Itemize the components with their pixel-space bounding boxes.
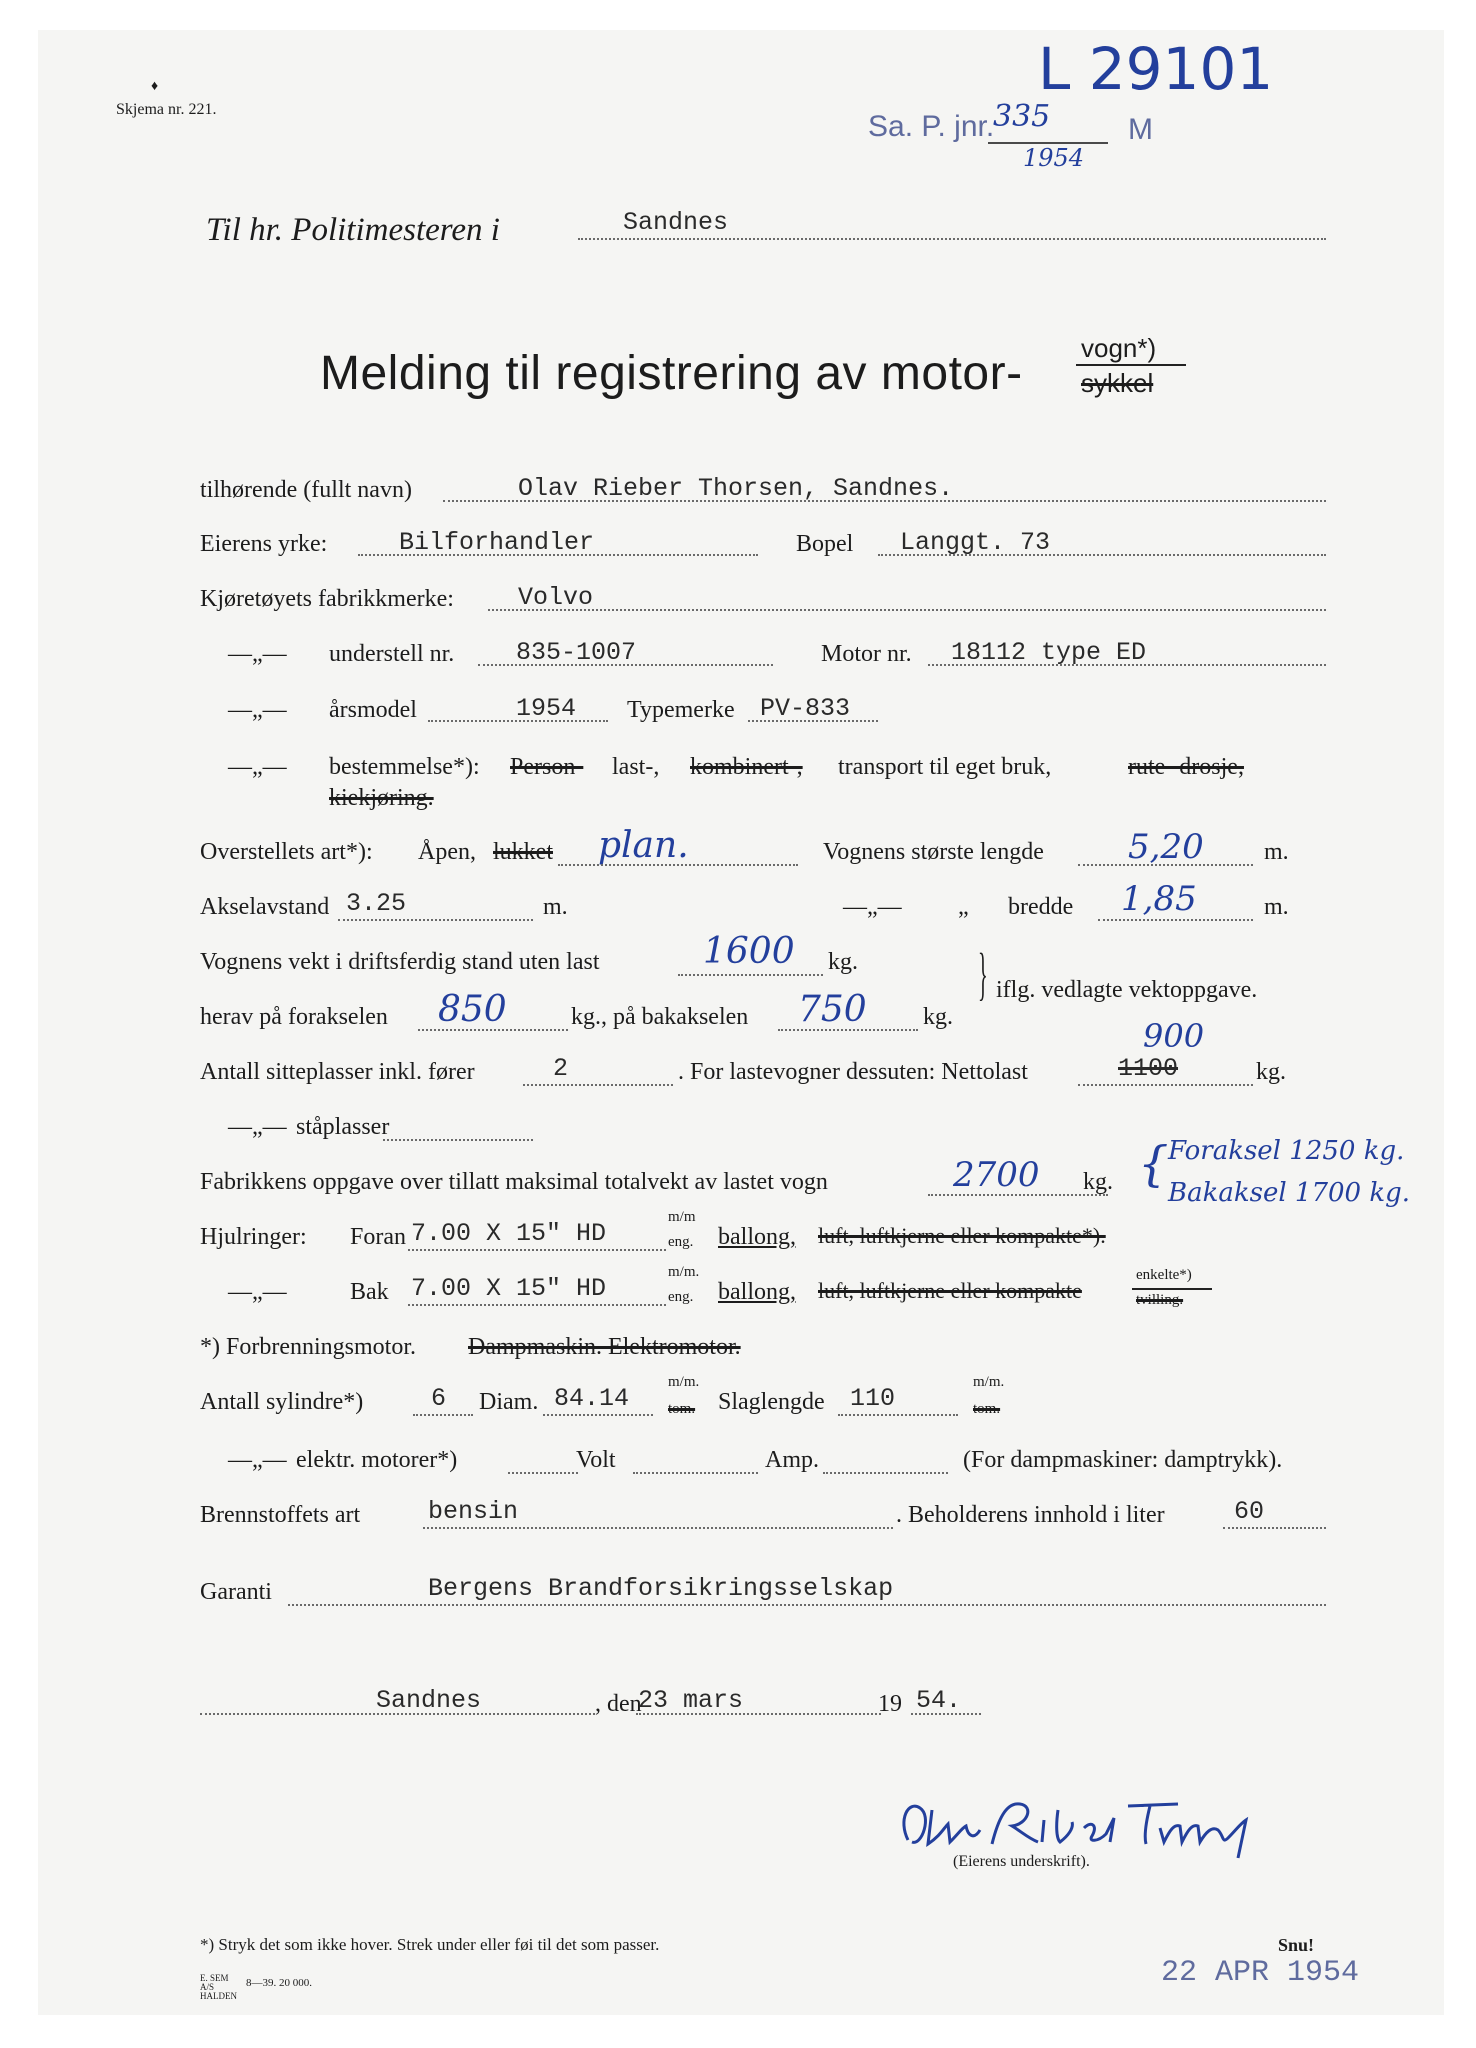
type-value: PV-833 <box>760 694 851 723</box>
occupation-line <box>358 554 758 556</box>
insurance-line <box>288 1604 1326 1606</box>
printer-mark-icon: ♦ <box>151 79 159 94</box>
owner-label: tilhørende (fullt navn) <box>200 477 412 503</box>
tires-fraction-bar <box>1132 1288 1212 1290</box>
archive-reference: L 29101 <box>1038 35 1274 103</box>
front-axle-label: herav på forakselen <box>200 1004 388 1030</box>
tires-rear-value: 7.00 X 15" HD <box>411 1274 607 1303</box>
electric-ditto: —„— <box>228 1447 287 1473</box>
purpose-transport: transport til eget bruk, <box>838 754 1052 780</box>
wheelbase-label: Akselavstand <box>200 894 330 920</box>
journal-suffix: M <box>1128 113 1153 146</box>
diam-value: 84.14 <box>554 1384 630 1413</box>
signature-caption: (Eierens underskrift). <box>953 1853 1090 1870</box>
body-hand-value: plan. <box>598 825 689 866</box>
model-year-line <box>428 720 608 722</box>
net-load-unit: kg. <box>1256 1059 1286 1085</box>
tires-front-balloon: ballong, <box>718 1224 796 1250</box>
addressee-line <box>578 238 1326 240</box>
net-load-line <box>1078 1084 1253 1086</box>
tires-front-value: 7.00 X 15" HD <box>411 1219 607 1248</box>
standing-ditto: —„— <box>228 1114 287 1140</box>
stroke-inch: tom. <box>973 1401 1001 1417</box>
rear-axle-value: 750 <box>798 989 867 1030</box>
tires-front-label: Foran <box>350 1224 406 1250</box>
axle-note-front: Foraksel 1250 kg. <box>1168 1136 1405 1166</box>
purpose-kjoring: kiekjøring. <box>329 785 434 811</box>
make-line <box>488 609 1326 611</box>
volt-label: Volt <box>576 1447 616 1473</box>
occupation-label: Eierens yrke: <box>200 531 328 557</box>
year-suffix: 54. <box>916 1686 962 1715</box>
tires-rear-unit-bot: eng. <box>668 1289 694 1305</box>
purpose-kombinert: kombinert-, <box>690 754 803 780</box>
width-ditto: —„— <box>843 894 902 920</box>
max-weight-label: Fabrikkens oppgave over tillatt maksimal totalvekt av lastet vogn <box>200 1169 828 1195</box>
model-year-value: 1954 <box>516 694 577 723</box>
model-year-label: årsmodel <box>329 697 417 723</box>
width-value: 1,85 <box>1121 879 1197 919</box>
seats-line <box>523 1084 673 1086</box>
tires-single: enkelte*) <box>1136 1267 1192 1283</box>
make-value: Volvo <box>518 583 594 612</box>
max-weight-line <box>928 1194 1108 1196</box>
axle-note-brace: { <box>1138 1136 1169 1192</box>
motor-line <box>928 664 1326 666</box>
address-line <box>878 554 1326 556</box>
body-label: Overstellets art*): <box>200 839 373 865</box>
tank-line <box>1223 1527 1326 1529</box>
tires-front-line <box>408 1249 666 1251</box>
tires-rear-label: Bak <box>350 1279 389 1305</box>
width-unit: m. <box>1264 894 1289 920</box>
cylinders-label: Antall sylindre*) <box>200 1389 364 1415</box>
chassis-label: understell nr. <box>329 641 455 667</box>
wheelbase-unit: m. <box>543 894 568 920</box>
front-axle-line <box>418 1029 568 1031</box>
tires-rear-rest: luft, luftkjerne eller kompakte <box>818 1278 1082 1303</box>
stroke-mm: m/m. <box>973 1374 1005 1390</box>
steam-label: (For dampmaskiner: damptrykk). <box>963 1447 1283 1473</box>
purpose-label: bestemmelse*): <box>329 754 480 780</box>
length-label: Vognens største lengde <box>823 839 1044 865</box>
engine-type-label: *) Forbrenningsmotor. <box>200 1334 416 1360</box>
place-line <box>200 1713 595 1715</box>
net-load-value: 900 <box>1143 1017 1205 1055</box>
tires-front-unit-bot: eng. <box>668 1234 694 1250</box>
fuel-line <box>423 1527 893 1529</box>
electric-label: elektr. motorer*) <box>296 1447 458 1473</box>
received-date-stamp: 22 APR 1954 <box>1161 1956 1360 1990</box>
front-axle-value: 850 <box>438 989 507 1030</box>
width-ditto-mark: „ <box>958 894 969 920</box>
diam-mm: m/m. <box>668 1374 700 1390</box>
journal-number: 335 <box>993 99 1051 134</box>
address-label: Bopel <box>796 531 854 557</box>
electric-line <box>508 1472 578 1474</box>
diam-inch: tom. <box>668 1401 696 1417</box>
purpose-last: last-, <box>612 754 660 780</box>
chassis-line <box>478 664 773 666</box>
engine-type-struck: Dampmaskin. Elektromotor. <box>468 1334 741 1360</box>
standing-label: ståplasser <box>296 1114 390 1140</box>
length-value: 5,20 <box>1128 827 1204 867</box>
tires-rear-unit-top: m/m. <box>668 1264 700 1280</box>
wheelbase-line <box>338 919 533 921</box>
insurance-value: Bergens Brandforsikringsselskap <box>428 1574 894 1603</box>
fuel-value: bensin <box>428 1497 519 1526</box>
footnote: *) Stryk det som ikke hover. Strek under eller føi til det som passer. <box>200 1935 660 1954</box>
width-line <box>1098 919 1253 921</box>
max-weight-value: 2700 <box>953 1155 1040 1195</box>
body-line <box>558 864 798 866</box>
year-prefix: 19 <box>878 1691 902 1717</box>
journal-stamp-label: Sa. P. jnr. <box>868 110 995 143</box>
weight-label: Vognens vekt i driftsferdig stand uten last <box>200 949 600 975</box>
type-label: Typemerke <box>627 697 735 723</box>
model-ditto: —„— <box>228 697 287 723</box>
chassis-value: 835-1007 <box>516 638 637 667</box>
year-line <box>911 1713 981 1715</box>
addressee-label: Til hr. Politimesteren i <box>206 212 500 248</box>
body-closed: lukket <box>493 839 553 865</box>
purpose-person: Person- <box>510 754 584 780</box>
insurance-label: Garanti <box>200 1579 272 1605</box>
place-value: Sandnes <box>376 1686 482 1715</box>
diam-line <box>543 1414 653 1416</box>
address-value: Langgt. 73 <box>900 528 1051 557</box>
make-label: Kjøretøyets fabrikkmerke: <box>200 586 454 612</box>
form-title: Melding til registrering av motor- <box>320 347 1023 400</box>
volt-line <box>633 1472 758 1474</box>
purpose-rute: rute- drosje, <box>1128 754 1244 780</box>
weight-brace: } <box>978 941 988 1006</box>
diam-label: Diam. <box>479 1389 539 1415</box>
title-fraction-bar <box>1076 364 1186 366</box>
length-unit: m. <box>1264 839 1289 865</box>
form-page <box>38 30 1444 2015</box>
tires-rear-line <box>408 1304 666 1306</box>
net-load-label: . For lastevogner dessuten: Nettolast <box>678 1059 1028 1085</box>
owner-value: Olav Rieber Thorsen, Sandnes. <box>518 474 954 503</box>
date-value: 23 mars <box>638 1686 744 1715</box>
date-den: , den <box>595 1691 642 1717</box>
body-open: Åpen, <box>418 839 476 865</box>
stroke-line <box>838 1414 958 1416</box>
axle-note-rear: Bakaksel 1700 kg. <box>1168 1178 1411 1208</box>
tires-front-unit-top: m/m <box>668 1209 696 1225</box>
date-line <box>636 1713 881 1715</box>
cylinders-line <box>413 1414 473 1416</box>
net-load-struck: 1100 <box>1118 1054 1179 1083</box>
width-label: bredde <box>1008 894 1074 920</box>
seats-label: Antall sitteplasser inkl. fører <box>200 1059 475 1085</box>
purpose-ditto: —„— <box>228 754 287 780</box>
addressee-value: Sandnes <box>623 208 729 237</box>
form-number: Skjema nr. 221. <box>116 101 217 118</box>
rear-axle-line <box>778 1029 918 1031</box>
stroke-label: Slaglengde <box>718 1389 825 1415</box>
printer-ref: 8—39. 20 000. <box>246 1977 312 1989</box>
type-line <box>748 720 878 722</box>
weight-note: iflg. vedlagte vektoppgave. <box>996 977 1258 1003</box>
rear-axle-label: kg., på bakakselen <box>571 1004 749 1030</box>
standing-line <box>383 1139 533 1141</box>
tires-front-rest: luft, luftkjerne eller kompakte*). <box>818 1223 1106 1248</box>
rear-axle-unit: kg. <box>923 1004 953 1030</box>
turn-over: Snu! <box>1278 1935 1315 1955</box>
seats-value: 2 <box>553 1054 569 1083</box>
tires-rear-balloon: ballong, <box>718 1279 796 1305</box>
tank-value: 60 <box>1234 1497 1265 1526</box>
motor-label: Motor nr. <box>821 641 912 667</box>
weight-line <box>678 974 823 976</box>
max-weight-unit: kg. <box>1083 1169 1113 1195</box>
chassis-ditto: —„— <box>228 641 287 667</box>
wheelbase-value: 3.25 <box>346 889 407 918</box>
tires-twin: tvilling. <box>1136 1292 1184 1308</box>
amp-label: Amp. <box>765 1447 819 1473</box>
cylinders-value: 6 <box>431 1384 447 1413</box>
title-sykkel: sykkel <box>1081 368 1154 398</box>
weight-value: 1600 <box>703 931 795 972</box>
stroke-value: 110 <box>850 1384 896 1413</box>
printer-name: E. SEM A/S HALDEN <box>200 1973 237 2001</box>
occupation-value: Bilforhandler <box>399 528 595 557</box>
tires-rear-ditto: —„— <box>228 1279 287 1305</box>
tires-label: Hjulringer: <box>200 1224 307 1250</box>
motor-value: 18112 type ED <box>951 638 1147 667</box>
length-line <box>1078 864 1253 866</box>
amp-line <box>823 1472 948 1474</box>
fuel-label: Brennstoffets art <box>200 1502 361 1528</box>
weight-unit: kg. <box>828 949 858 975</box>
tank-label: . Beholderens innhold i liter <box>896 1502 1165 1528</box>
journal-year: 1954 <box>1023 144 1085 172</box>
owner-line <box>443 500 1326 502</box>
title-vogn: vogn*) <box>1081 333 1157 363</box>
